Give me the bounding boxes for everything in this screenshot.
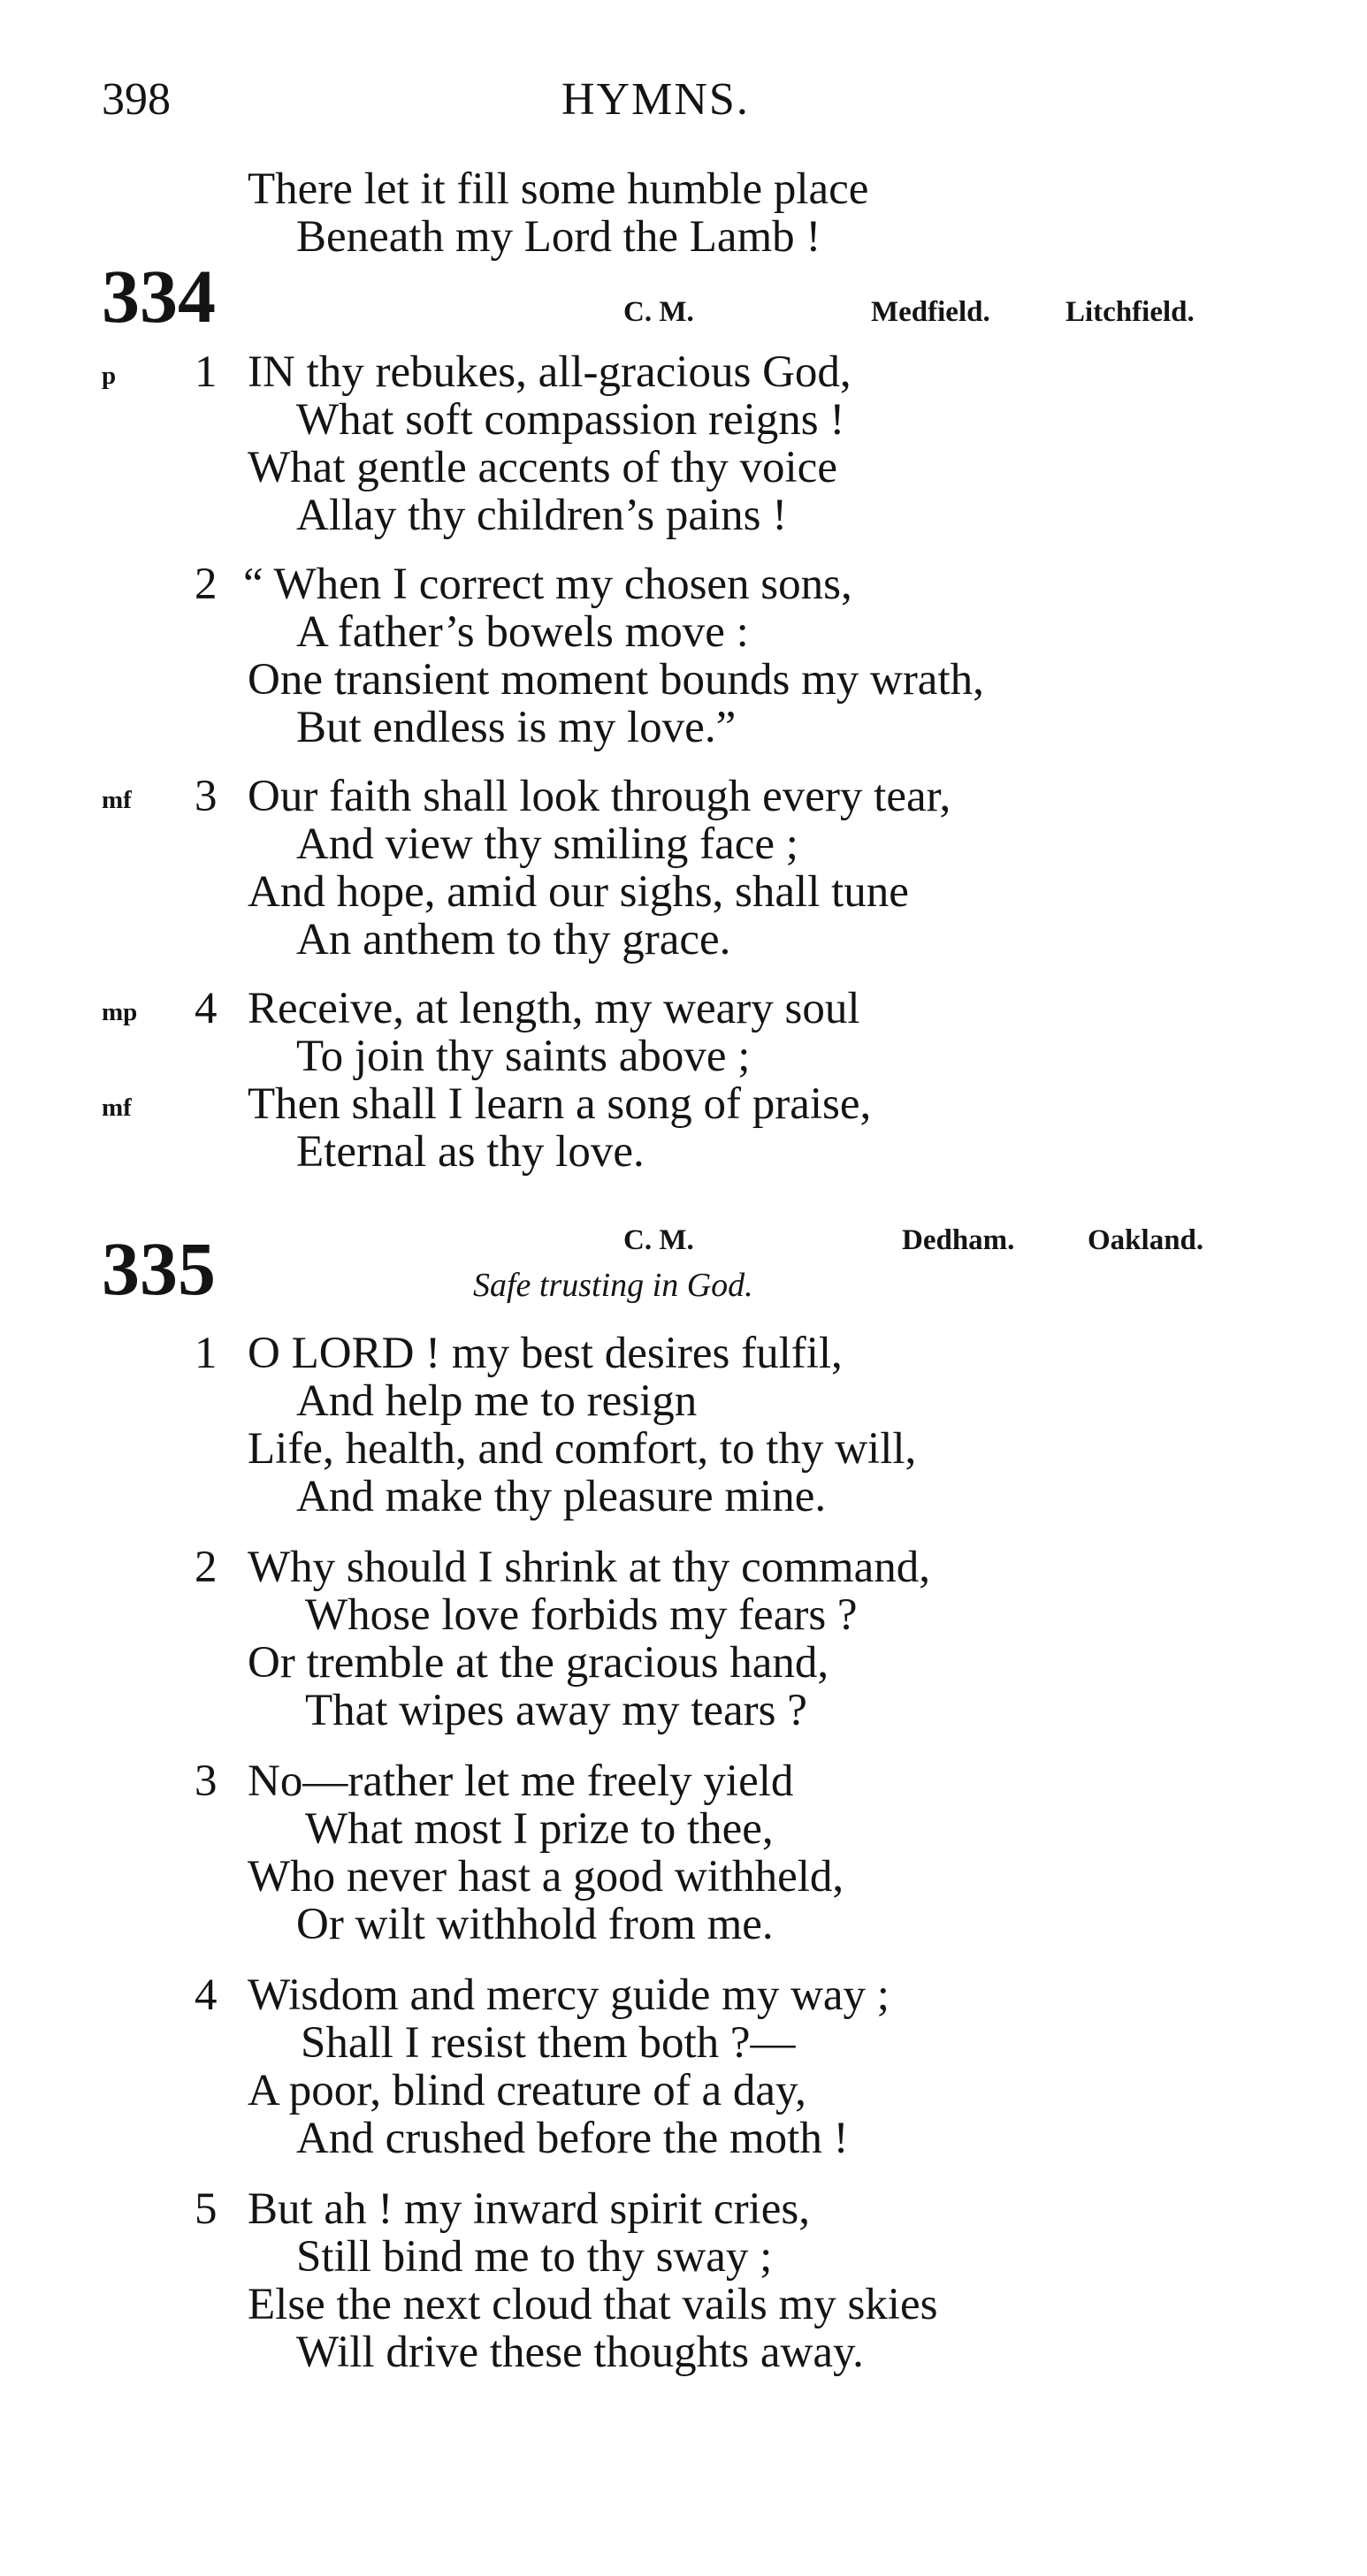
verse-number: 4 — [195, 1970, 218, 2020]
verse-line: Whose love forbids my fears ? — [305, 1590, 858, 1640]
verse-line: What soft compassion reigns ! — [296, 395, 845, 445]
verse-line: And view thy smiling face ; — [296, 819, 798, 869]
verse-line: Shall I resist them both ?— — [301, 2018, 796, 2068]
verse-number: 2 — [195, 560, 218, 609]
hymn-number: 334 — [102, 254, 216, 339]
verse-line: What most I prize to thee, — [305, 1804, 774, 1854]
verse-line: And hope, amid our sighs, shall tune — [248, 867, 909, 917]
hymn-meter: C. M. — [623, 1224, 694, 1256]
verse-line: Receive, at length, my weary soul — [248, 984, 860, 1033]
verse-line: “ When I correct my chosen sons, — [243, 560, 852, 609]
verse-line: An anthem to thy grace. — [296, 915, 731, 964]
verse-line: Then shall I learn a song of praise, — [248, 1079, 872, 1129]
dynamic-marking: mp — [102, 998, 138, 1026]
verse-line: A poor, blind creature of a day, — [248, 2066, 806, 2115]
verse-line: Who never hast a good withheld, — [248, 1852, 844, 1902]
carryover-line: Beneath my Lord the Lamb ! — [296, 212, 821, 262]
verse-line: And crushed before the moth ! — [296, 2114, 849, 2163]
verse-line: What gentle accents of thy voice — [248, 443, 837, 492]
hymn-number: 335 — [102, 1226, 216, 1311]
carryover-line: There let it fill some humble place — [248, 164, 869, 214]
tune-name: Litchfield. — [1065, 296, 1195, 328]
verse-number: 5 — [195, 2184, 218, 2234]
verse-line: IN thy rebukes, all-gracious God, — [248, 347, 852, 397]
tune-name: Medfield. — [871, 296, 990, 328]
verse-line: Else the next cloud that vails my skies — [248, 2280, 938, 2329]
verse-line: Wisdom and mercy guide my way ; — [248, 1970, 890, 2020]
verse-line: But ah ! my inward spirit cries, — [248, 2184, 810, 2234]
page-number: 398 — [102, 74, 171, 125]
dynamic-marking: p — [102, 362, 117, 390]
verse-line: One transient moment bounds my wrath, — [248, 655, 984, 705]
verse-number: 1 — [195, 1329, 218, 1378]
verse-number: 2 — [195, 1543, 218, 1592]
running-head: HYMNS. — [561, 74, 750, 125]
verse-line: Still bind me to thy sway ; — [296, 2232, 773, 2282]
verse-line: O LORD ! my best desires fulfil, — [248, 1329, 843, 1378]
verse-line: And make thy pleasure mine. — [296, 1472, 827, 1521]
verse-number: 4 — [195, 984, 218, 1033]
verse-line: Will drive these thoughts away. — [296, 2328, 864, 2377]
verse-line: Or wilt withhold from me. — [296, 1900, 774, 1949]
verse-number: 3 — [195, 1757, 218, 1806]
verse-line: And help me to resign — [296, 1376, 698, 1426]
verse-line: Our faith shall look through every tear, — [248, 772, 951, 821]
verse-line: Or tremble at the gracious hand, — [248, 1638, 829, 1688]
tune-name: Dedham. — [902, 1224, 1015, 1256]
hymn-subtitle: Safe trusting in God. — [473, 1267, 753, 1304]
verse-line: No—rather let me freely yield — [248, 1757, 794, 1806]
hymn-meter: C. M. — [623, 296, 694, 328]
verse-line: That wipes away my tears ? — [305, 1686, 807, 1735]
dynamic-marking: mf — [102, 786, 132, 814]
verse-number: 3 — [195, 772, 218, 821]
verse-line: A father’s bowels move : — [296, 607, 749, 657]
verse-line: Why should I shrink at thy command, — [248, 1543, 930, 1592]
verse-line: To join thy saints above ; — [296, 1032, 751, 1081]
dynamic-marking: mf — [102, 1094, 132, 1122]
verse-line: But endless is my love.” — [296, 703, 737, 752]
verse-line: Eternal as thy love. — [296, 1127, 645, 1177]
verse-line: Allay thy children’s pains ! — [296, 491, 788, 540]
verse-line: Life, health, and comfort, to thy will, — [248, 1424, 917, 1474]
verse-number: 1 — [195, 347, 218, 397]
tune-name: Oakland. — [1088, 1224, 1204, 1256]
page-header — [102, 69, 1251, 131]
